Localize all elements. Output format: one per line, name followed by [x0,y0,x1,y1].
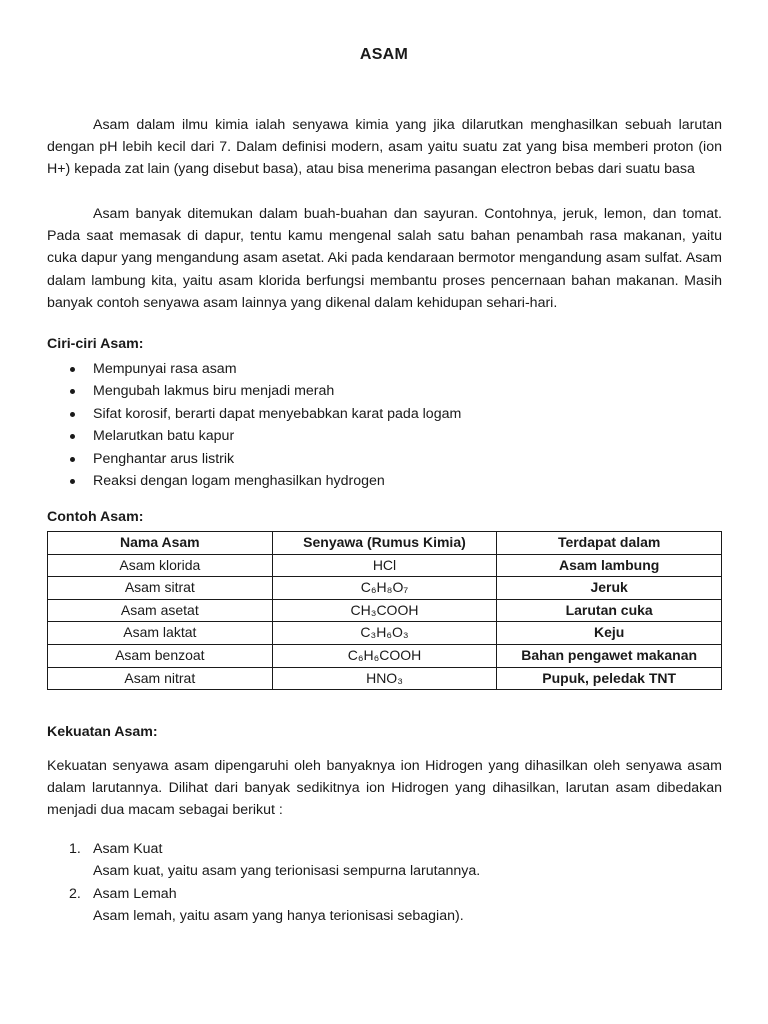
intro-paragraph-2-text: Asam banyak ditemukan dalam buah-buahan dan sayuran. Contohnya, jeruk, lemon, dan tomat. Pada saat memasak di dapur, tentu kamu mengenal salah satu bahan penambah rasa makanan, yaitu cuka dapur yang mengandung asam asetat. Aki pada kendaraan bermotor mengandung asam sulfat. Asam dalam lambung kita, yaitu asam klorida berfungsi membantu proses pencernaan bahan makanan. Masih banyak contoh senyawa asam lainnya yang dikenal dalam kehidupan sehari-hari. [47,206,722,311]
cell-formula: C₆H₈O₇ [272,577,497,600]
cell-name: Asam nitrat [48,667,273,690]
contoh-heading: Contoh Asam: [47,509,144,525]
table-row [48,667,722,690]
cell-source: Pupuk, peledak TNT [497,667,722,690]
table-row [48,554,722,577]
list-item: Mempunyai rasa asam [47,358,461,380]
table-row [48,644,722,667]
intro-paragraph-1-text: Asam dalam ilmu kimia ialah senyawa kimia yang jika dilarutkan menghasilkan sebuah larutan dengan pH lebih kecil dari 7. Dalam definisi modern, asam yaitu suatu zat yang bisa memberi proton (ion H+) kepada zat lain (yang disebut basa), atau bisa menerima pasangan electron bebas dari suatu basa [47,117,722,178]
list-item: Melarutkan batu kapur [47,425,461,447]
item-title: Asam Kuat [93,841,163,857]
list-item: Penghantar arus listrik [47,448,461,470]
column-header-source: Terdapat dalam [497,532,722,555]
list-item [47,838,480,883]
cell-source: Bahan pengawet makanan [497,644,722,667]
ciri-list [47,358,461,492]
cell-source: Keju [497,622,722,645]
item-title: Asam Lemah [93,885,177,902]
list-item: Sifat korosif, berarti dapat menyebabkan karat pada logam [47,403,461,425]
acid-examples-table [47,531,722,690]
item-description: Asam kuat, yaitu asam yang terionisasi sempurna larutannya. [93,863,481,880]
item-description: Asam lemah, yaitu asam yang hanya terionisasi sebagian). [93,907,464,924]
cell-formula: HNO₃ [272,667,497,690]
list-item [47,883,480,928]
item-number: 1. [69,841,81,857]
cell-formula: HCl [272,554,497,577]
kekuatan-heading: Kekuatan Asam: [47,724,158,740]
page-title: ASAM [359,46,409,63]
cell-formula: CH₃COOH [272,599,497,622]
column-header-formula: Senyawa (Rumus Kimia) [272,532,497,555]
cell-source: Jeruk [497,577,722,600]
intro-paragraph-1 [47,114,722,181]
kekuatan-paragraph: Kekuatan senyawa asam dipengaruhi oleh banyaknya ion Hidrogen yang dihasilkan oleh senyawa asam dalam larutannya. Dilihat dari banyak sedikitnya ion Hidrogen yang dihasilkan, larutan asam dibedakan menjadi dua macam sebagai berikut : [47,758,722,819]
item-number: 2. [69,885,81,902]
cell-formula: C₃H₆O₃ [272,622,497,645]
cell-name: Asam benzoat [48,644,273,667]
list-item: Reaksi dengan logam menghasilkan hydrogen [47,470,461,492]
kekuatan-list [47,838,480,927]
column-header-name: Nama Asam [48,532,273,555]
table-row [48,622,722,645]
table-header-row [48,532,722,555]
cell-formula: C₆H₆COOH [272,644,497,667]
intro-paragraph-2 [47,203,722,314]
cell-source: Asam lambung [497,554,722,577]
ciri-heading: Ciri-ciri Asam: [47,336,144,352]
cell-name: Asam sitrat [48,577,273,600]
list-item: Mengubah lakmus biru menjadi merah [47,380,461,402]
cell-name: Asam asetat [48,599,273,622]
table-row [48,577,722,600]
cell-name: Asam laktat [48,622,273,645]
cell-source: Larutan cuka [497,599,722,622]
table-row [48,599,722,622]
cell-name: Asam klorida [48,554,273,577]
